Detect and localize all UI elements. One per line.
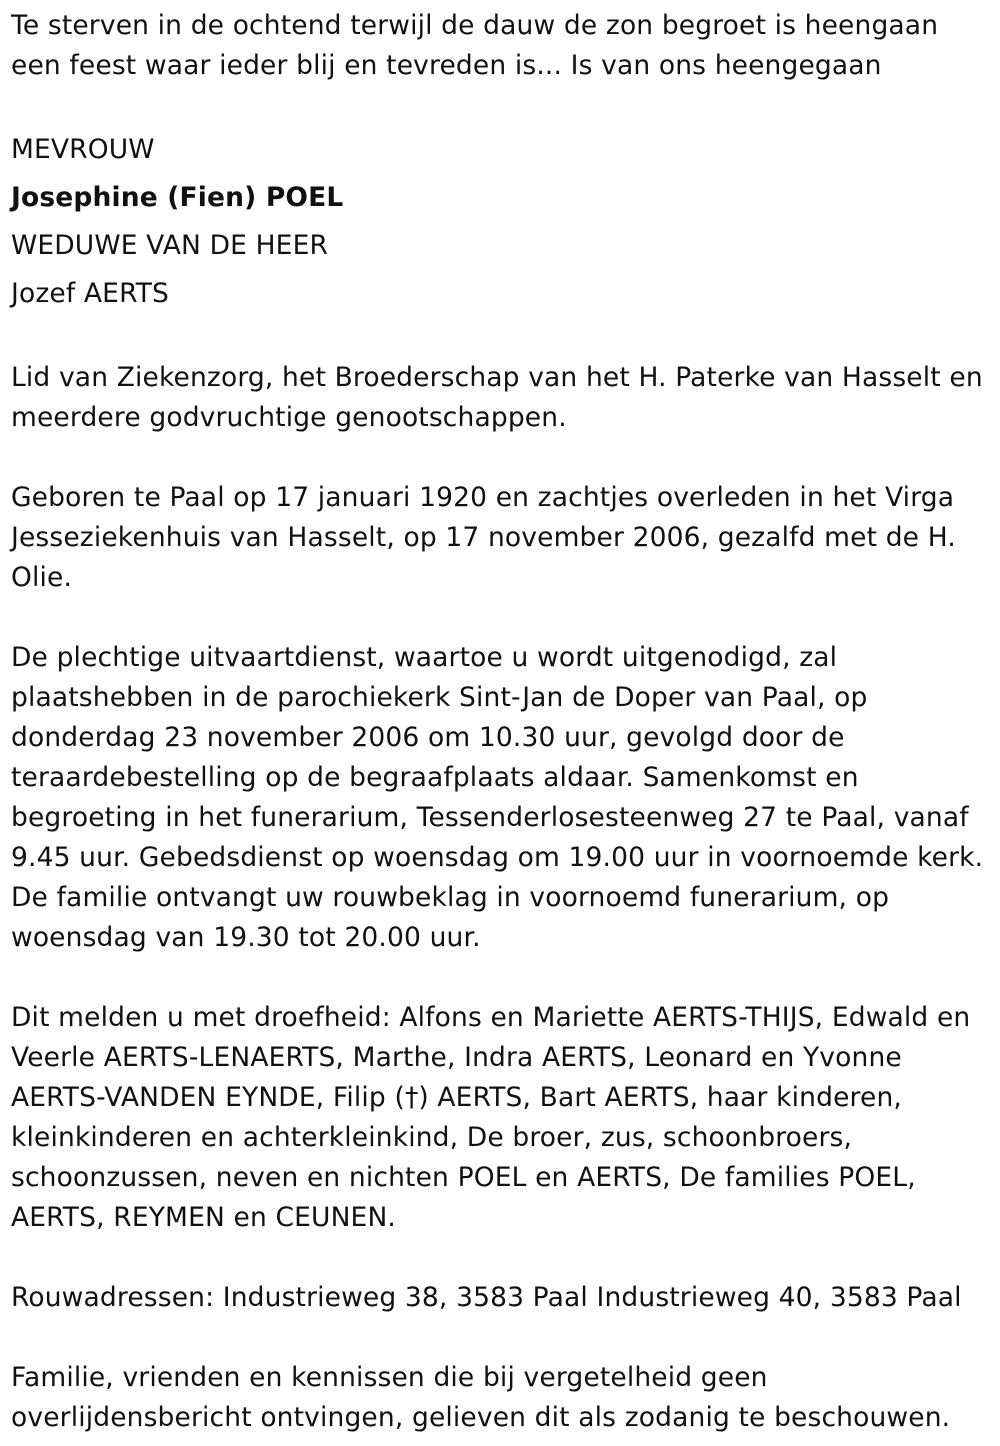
- birth-death-text: Geboren te Paal op 17 januari 1920 en zachtjes overleden in het Virga Jesseziekenhuis van Hasselt, op 17 november 2006, gezalfd met de H. Olie.: [11, 482, 956, 593]
- funeral-text: De plechtige uitvaartdienst, waartoe u wordt uitgenodigd, zal plaatshebben in de parochiekerk Sint-Jan de Doper van Paal, op donderdag 23 november 2006 om 10.30 uur, gevolgd door de teraardebestelling op de begraafplaats aldaar. Samenkomst en begroeting in het funerarium, Tessenderlosesteenweg 27 te Paal, vanaf 9.45 uur. Gebedsdienst op woensdag om 19.00 uur in voornoemde kerk. De familie ontvangt uw rouwbeklag in voornoemd funerarium, op woensdag van 19.30 tot 20.00 uur.: [11, 642, 984, 953]
- deceased-name: Josephine (Fien) POEL: [11, 182, 344, 213]
- title-prefix: MEVROUW: [11, 134, 155, 165]
- family-text: Dit melden u met droefheid: Alfons en Mariette AERTS-THIJS, Edwald en Veerle AERTS-LENAERTS, Marthe, Indra AERTS, Leonard en Yvonne AERTS-VANDEN EYNDE, Filip (†) AERTS, Bart AERTS, haar kinderen, kleinkinderen en achterkleinkind, De broer, zus, schoonbroers, schoonzussen, neven en nichten POEL en AERTS, De families POEL, AERTS, REYMEN en CEUNEN.: [11, 1002, 971, 1233]
- membership-text: Lid van Ziekenzorg, het Broederschap van het H. Paterke van Hasselt en meerdere godvruchtige genootschappen.: [11, 362, 983, 433]
- spouse-prefix: WEDUWE VAN DE HEER: [11, 230, 329, 261]
- addresses-text: Rouwadressen: Industrieweg 38, 3583 Paal Industrieweg 40, 3583 Paal: [11, 1282, 962, 1313]
- deceased-heading: [11, 126, 1000, 318]
- closing-text: Familie, vrienden en kennissen die bij vergetelheid geen overlijdensbericht ontvingen, gelieven dit als zodanig te beschouwen.: [11, 1362, 951, 1433]
- spouse-name: Jozef AERTS: [11, 278, 170, 309]
- intro-text: Te sterven in de ochtend terwijl de dauw de zon begroet is heengaan een feest waar ieder blij en tevreden is... Is van ons heengegaan: [11, 10, 939, 81]
